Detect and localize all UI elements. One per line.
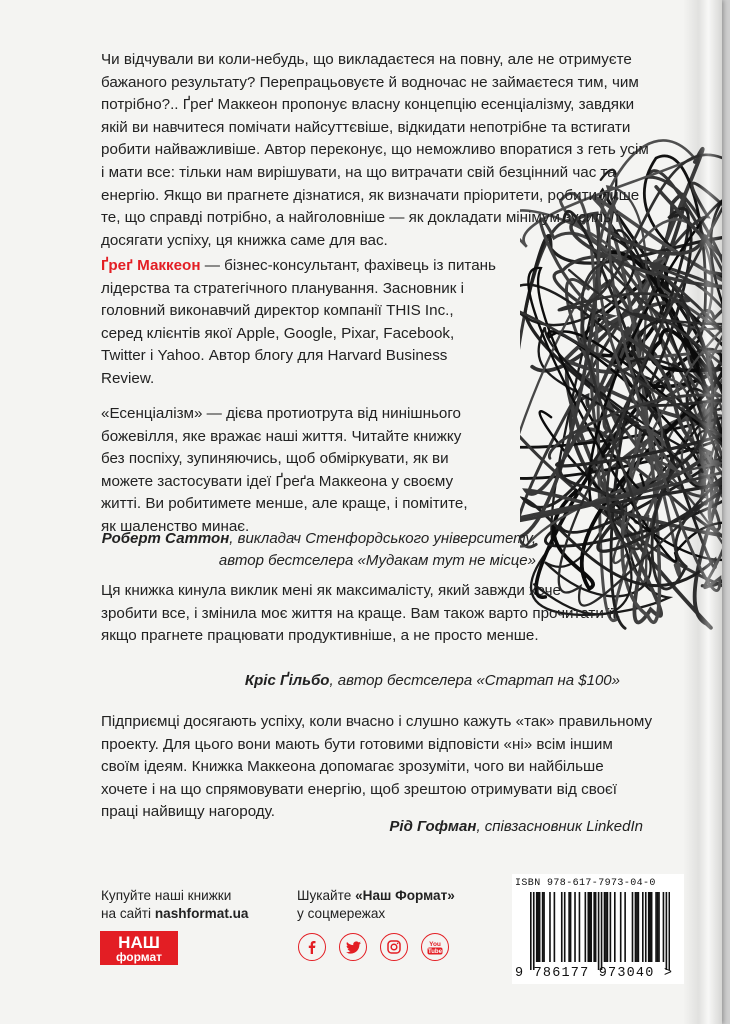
twitter-icon[interactable] <box>339 933 367 961</box>
barcode-bar <box>542 892 544 962</box>
logo-top-text: НАШ <box>118 933 160 952</box>
quote-hoffman-credit <box>100 818 643 835</box>
barcode-bar <box>614 892 616 962</box>
barcode-bar <box>561 892 563 962</box>
barcode-bar <box>610 892 612 962</box>
barcode-bar <box>669 892 670 970</box>
quote-author: Кріс Ґільбо <box>244 672 330 689</box>
barcode-bar <box>620 892 622 962</box>
barcode-bar <box>648 892 650 962</box>
barcode-bar <box>593 892 595 962</box>
barcode-bar <box>604 892 606 962</box>
barcode-bar <box>636 892 638 962</box>
author-bio <box>101 255 499 391</box>
barcode-bar <box>570 892 572 962</box>
barcode-bar <box>543 892 545 962</box>
author-name: Ґреґ Маккеон <box>101 257 201 274</box>
barcode-bar <box>635 892 637 962</box>
barcode-bar <box>598 892 600 970</box>
quote-author: Рід Гофман <box>389 818 477 835</box>
barcode-bar <box>666 892 668 970</box>
barcode-bar <box>533 892 535 970</box>
facebook-icon[interactable] <box>298 933 326 961</box>
youtube-icon[interactable] <box>421 933 449 961</box>
website-link[interactable]: nashformat.ua <box>154 906 249 921</box>
barcode-bar <box>645 892 647 962</box>
quote-guillebeau: Ця книжка кинула виклик мені як максималісту, який завжди хоче зробити все, і змінила моє життя на краще. Вам також варто прочитати її, якщо прагнете працювати продуктивніше, а не просто менше. <box>101 582 621 645</box>
social-media-text <box>297 887 455 923</box>
find-prefix: Шукайте <box>297 888 356 903</box>
barcode-bar <box>549 892 551 962</box>
instagram-icon[interactable] <box>380 933 408 961</box>
barcode-bar <box>649 892 651 962</box>
quote-sutton-credit <box>100 528 536 572</box>
barcode-bar <box>651 892 653 962</box>
barcode-bar <box>537 892 539 962</box>
ean-barcode <box>530 892 670 970</box>
barcode-bar <box>564 892 566 962</box>
barcode-bar <box>587 892 589 962</box>
quote-credit-line: , автор бестселера «Стартап на $100» <box>329 672 620 689</box>
barcode-bar <box>585 892 587 962</box>
barcode-bar <box>601 892 603 970</box>
barcode-bar <box>568 892 570 962</box>
barcode-bar <box>638 892 640 962</box>
barcode-bar <box>579 892 581 962</box>
barcode-bar <box>536 892 538 962</box>
youtube-tube-text: Tube <box>428 949 442 955</box>
find-line: у соцмережах <box>297 906 386 921</box>
barcode-bar <box>632 892 634 962</box>
barcode-bar <box>605 892 607 962</box>
youtube-you-text: You <box>429 941 441 948</box>
quote-sutton: «Есенціалізм» — дієва протиотрута від нинішнього божевілля, яке вражає наші життя. Читайте книжку без поспіху, зупиняючись, щоб обміркувати, як ви можете застосувати ідеї Ґреґа Маккеона у своєму житті. Ви робитимете менше, але краще, і помітите, як шаленство минає. <box>101 405 468 535</box>
isbn-number: ISBN 978-617-7973-04-0 <box>515 878 656 889</box>
barcode-bar <box>658 892 660 962</box>
barcode-bar <box>657 892 659 962</box>
quote-author: Роберт Саттон <box>101 530 230 547</box>
barcode-bar <box>595 892 597 962</box>
ean-digits: 9 786177 973040 > <box>515 966 674 981</box>
quote-credit-line: автор бестселера «Мудакам тут не місце» <box>218 552 536 569</box>
barcode-bar <box>589 892 591 962</box>
quote-credit-line: , викладач Стенфордського університету, <box>229 530 536 547</box>
logo-bottom-text: формат <box>115 950 163 964</box>
barcode-bar <box>530 892 532 970</box>
buy-line-prefix: на сайті <box>101 906 155 921</box>
brand-name: «Наш Формат» <box>355 888 455 903</box>
barcode-bar <box>607 892 609 962</box>
barcode-bar <box>554 892 556 962</box>
quote-hoffman: Підприємці досягають успіху, коли вчасно і слушно кажуть «так» правильному проекту. Для цього вони мають бути готовими відповісти «ні» всім іншим своїм ідеям. Книжка Маккеона допомагає зрозуміти, чого ви найбільше хочете і на що спрямовувати енергію, щоб зрештою отримувати від своєї праці найвищу нагороду. <box>101 713 653 821</box>
nash-format-logo <box>100 931 178 965</box>
quote-credit-line: , співзасновник LinkedIn <box>476 818 643 835</box>
quote-guillebeau-credit <box>100 672 620 689</box>
buy-line: Купуйте наші книжки <box>101 888 232 903</box>
barcode-bar <box>642 892 644 962</box>
barcode-bar <box>590 892 592 962</box>
buy-online-text <box>101 887 249 923</box>
book-description: Чи відчували ви коли-небудь, що викладаєтеся на повну, але не отримуєте бажаного результату? Перепрацьовуєте й водночас не займаєтеся тим, чим потрібно?.. Ґреґ Маккеон пропонує власну концепцію есенціалізму, завдяки якій ви навчитеся помічати найсуттєвіше, відкидати непотрібне та встигати робити найважливіше. Автор переконує, що неможливо впоратися з геть усім і мати все: тільки нам вирішувати, на що витрачати свій безцінний час та енергію. Якщо ви прагнете дізнатися, як визначати пріоритети, робити лише те, що справді потрібно, а найголовніше — як докладати мінімум зусиль і досягати успіху, ця книжка саме для вас. <box>101 51 649 249</box>
spine-edge <box>683 0 722 1024</box>
barcode-bar <box>539 892 541 962</box>
barcode-bar <box>655 892 657 962</box>
author-bio-text: — бізнес-консультант, фахівець із питань лідерства та стратегічного планування. Засновник і головний виконавчий директор компанії THIS Inc., серед клієнтів якої Apple, Google, Pixar, Facebook, Twitter і Yahoo. Автор блогу для Harvard Business Review. <box>101 257 496 387</box>
barcode-bar <box>624 892 626 962</box>
barcode-bar <box>663 892 665 962</box>
barcode-bar <box>574 892 576 962</box>
